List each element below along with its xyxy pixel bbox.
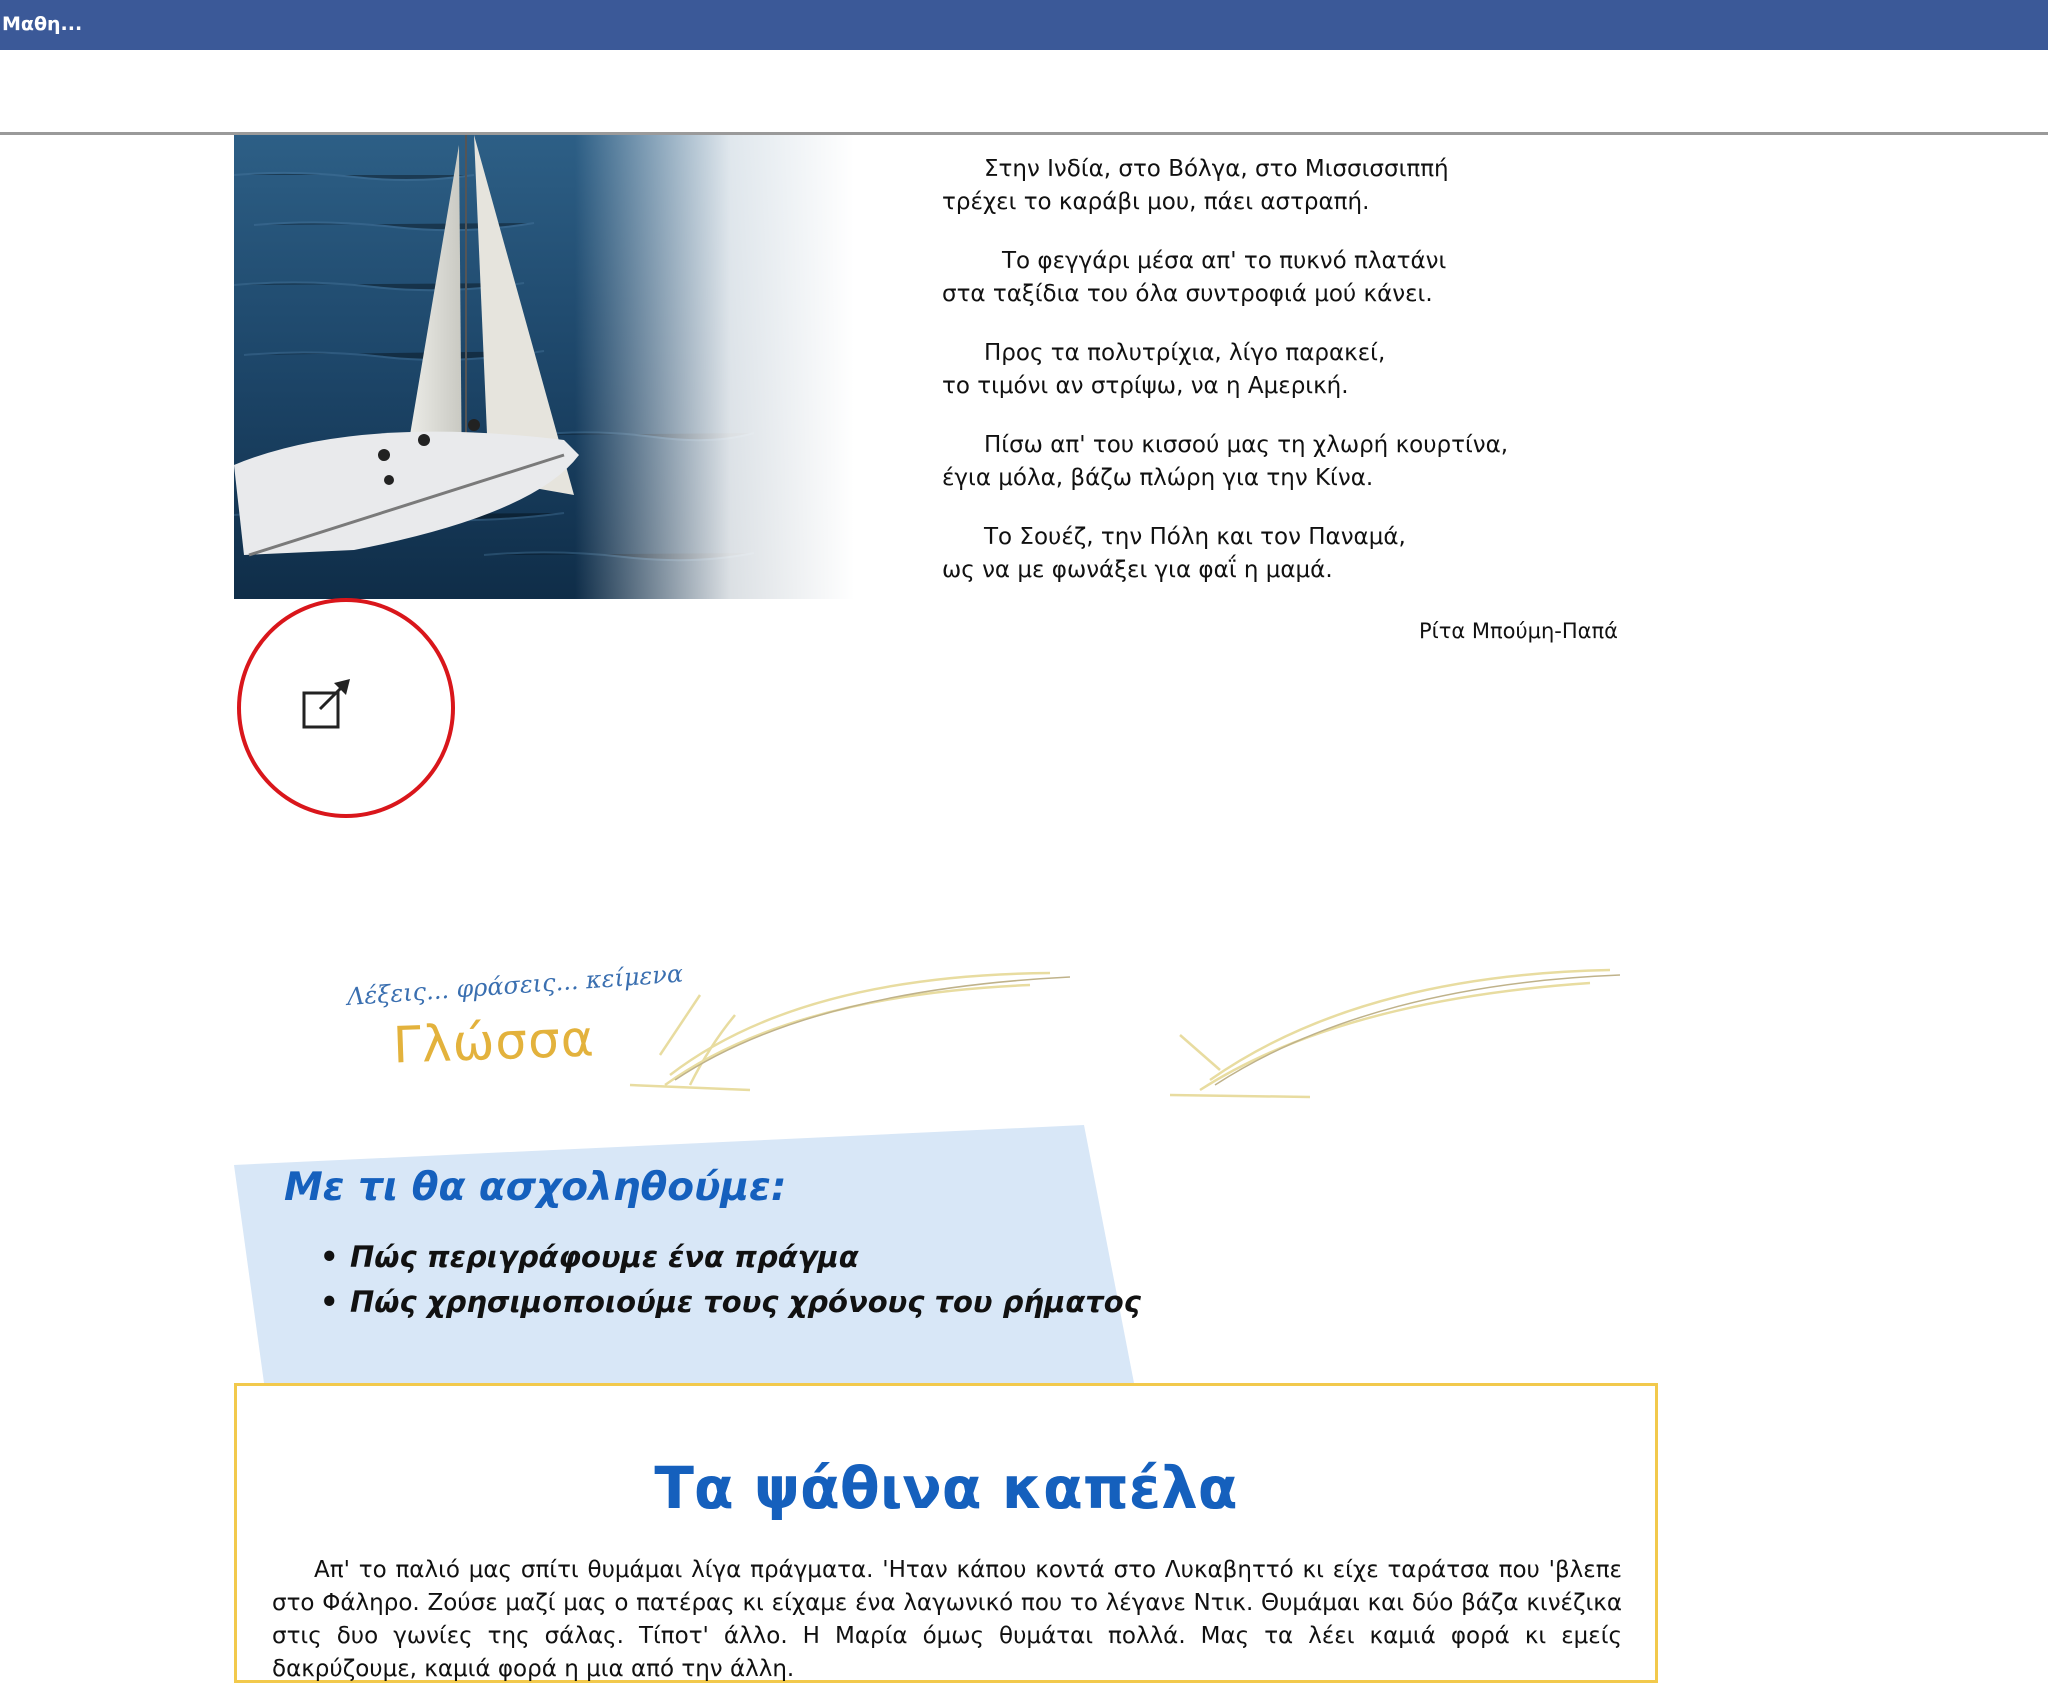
bullet-icon: • [320, 1285, 339, 1319]
poem-stanza [942, 521, 1642, 587]
poem [942, 153, 1642, 613]
objectives-list [320, 1235, 1141, 1325]
poem-line: Το Σουέζ, την Πόλη και τον Παναμά, [984, 524, 1406, 550]
bullet-icon: • [320, 1240, 339, 1274]
objective-text: Πώς περιγράφουμε ένα πράγμα [350, 1240, 859, 1274]
window-title: Μαθη... [2, 13, 83, 35]
toolbar-area [0, 50, 2048, 135]
poem-stanza [942, 245, 1642, 311]
external-link-icon[interactable] [300, 675, 356, 731]
poem-line: στα ταξίδια του όλα συντροφιά μού κάνει. [942, 281, 1433, 307]
poem-line: Το φεγγάρι μέσα απ' το πυκνό πλατάνι [1002, 248, 1447, 274]
page-content [0, 135, 2048, 1682]
poem-line: έγια μόλα, βάζω πλώρη για την Κίνα. [942, 465, 1374, 491]
poem-line: Στην Ινδία, στο Βόλγα, στο Μισσισσιππή [984, 156, 1449, 182]
poem-stanza [942, 337, 1642, 403]
poem-line: το τιμόνι αν στρίψω, να η Αμερική. [942, 373, 1349, 399]
poem-stanza [942, 429, 1642, 495]
poem-line: Προς τα πολυτρίχια, λίγο παρακεί, [984, 340, 1386, 366]
list-item [320, 1235, 1141, 1280]
sailboat-photo [234, 135, 854, 599]
list-item [320, 1280, 1141, 1325]
objectives-heading: Με τι θα ασχοληθούμε: [284, 1165, 787, 1210]
poem-stanza [942, 153, 1642, 219]
banner-title: Γλώσσα [392, 1009, 596, 1075]
poem-line: ως να με φωνάξει για φαΐ η μαμά. [942, 557, 1333, 583]
story-text: Απ' το παλιό μας σπίτι θυμάμαι λίγα πράγματα. 'Ηταν κάπου κοντά στο Λυκαβηττό κι είχε ταράτσα που 'βλεπε στο Φάληρο. Ζούσε μαζί μας ο πατέρας κι είχαμε ένα λαγωνικό που το λέγανε Ντικ. Θυμάμαι και δύο βάζα κινέζικα στις δυο γωνίες της σάλας. Τίποτ' άλλο. Η Μαρία όμως θυμάται πολλά. Μας τα λέει καμιά φορά κι εμείς δακρύζουμε, καμιά φορά η μια από την άλλη. [272, 1557, 1622, 1682]
banner-subtitle: Λέξεις... φράσεις... κείμενα [346, 959, 684, 1011]
story-box [234, 1383, 1658, 1683]
poem-author: Ρίτα Μπούμη-Παπά [1418, 619, 1618, 643]
poem-line: Πίσω απ' του κισσού μας τη χλωρή κουρτίνα, [984, 432, 1509, 458]
poem-line: τρέχει το καράβι μου, πάει αστραπή. [942, 189, 1370, 215]
window-titlebar [0, 0, 2048, 50]
objective-text: Πώς χρησιμοποιούμε τους χρόνους του ρήματος [350, 1285, 1141, 1319]
story-title: Τα ψάθινα καπέλα [654, 1454, 1238, 1522]
